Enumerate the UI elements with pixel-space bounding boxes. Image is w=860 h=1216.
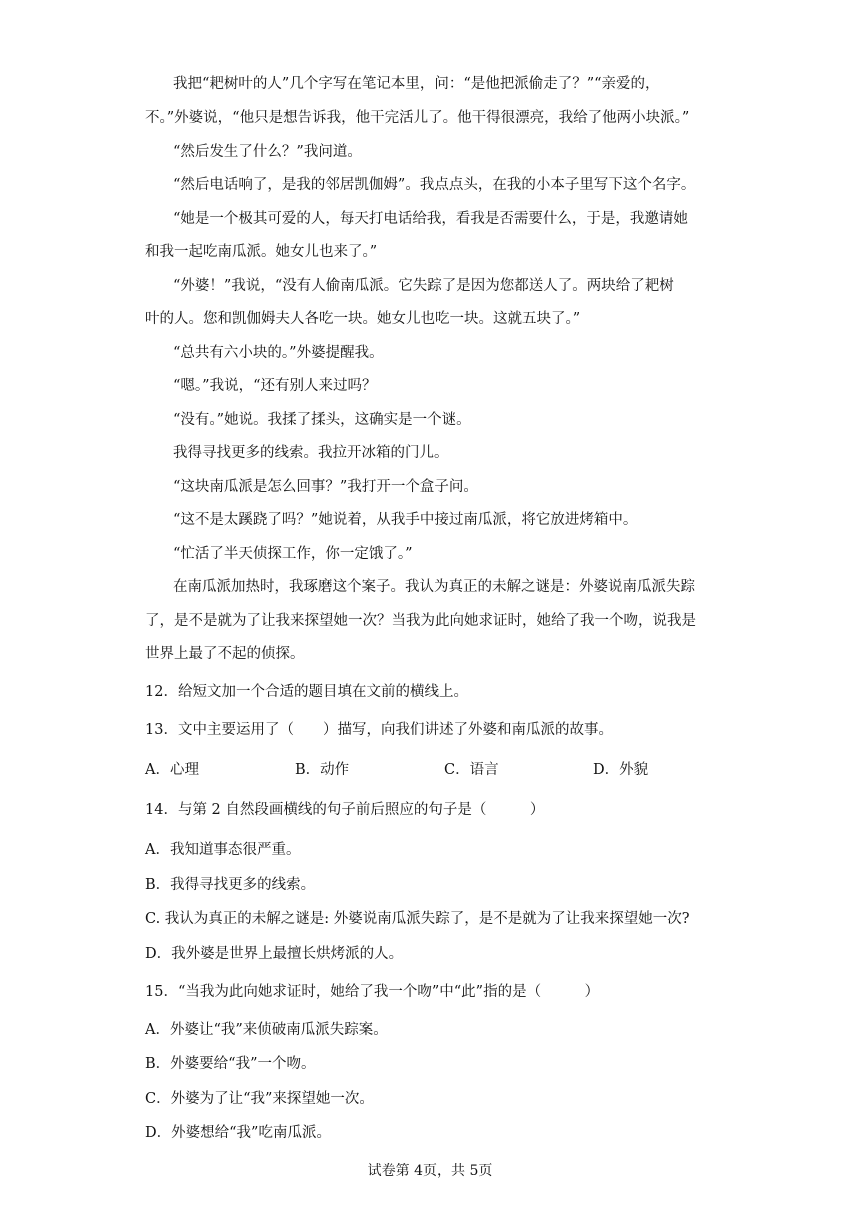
option-c[interactable]: C．语言 <box>444 762 499 778</box>
passage-line: “忙活了半天侦探工作，你一定饿了。” <box>173 546 413 562</box>
page-footer: 试卷第 4页，共 5页 <box>367 1163 493 1179</box>
passage-line: 了，是不是就为了让我来探望她一次？当我为此向她求证时，她给了我一个吻，说我是 <box>145 613 696 629</box>
question-12: 12．给短文加一个合适的题目填在文前的横线上。 <box>145 684 468 700</box>
option-a[interactable]: A．外婆让“我”来侦破南瓜派失踪案。 <box>145 1022 388 1038</box>
option-b[interactable]: B．外婆要给“我”一个吻。 <box>145 1056 316 1072</box>
option-c[interactable]: C．外婆为了让“我”来探望她一次。 <box>145 1091 374 1107</box>
passage-line: “然后发生了什么？”我问道。 <box>173 144 362 160</box>
passage-line: 世界上最了不起的侦探。 <box>145 646 305 662</box>
passage-line: “总共有六小块的。”外婆提醒我。 <box>173 345 384 361</box>
option-a[interactable]: A．心理 <box>145 762 199 778</box>
passage-line: 我把“耙树叶的人”几个字写在笔记本里，问：“是他把派偷走了？”“亲爱的， <box>173 76 660 92</box>
passage-line: “外婆！”我说，“没有人偷南瓜派。它失踪了是因为您都送人了。两块给了耙树 <box>173 278 674 294</box>
question-13: 13．文中主要运用了（ ）描写，向我们讲述了外婆和南瓜派的故事。 <box>145 722 613 738</box>
passage-line: “这不是太蹊跷了吗？”她说着，从我手中接过南瓜派，将它放进烤箱中。 <box>173 512 638 528</box>
passage-line: 叶的人。您和凯伽姆夫人各吃一块。她女儿也吃一块。这就五块了。” <box>145 311 581 327</box>
passage-line: “她是一个极其可爱的人，每天打电话给我，看我是否需要什么，于是，我邀请她 <box>173 211 688 227</box>
option-d[interactable]: D．外婆想给“我”吃南瓜派。 <box>145 1125 331 1141</box>
passage-line: “没有。”她说。我揉了揉头，这确实是一个谜。 <box>173 412 471 428</box>
option-c[interactable]: C. 我认为真正的未解之谜是: 外婆说南瓜派失踪了，是不是就为了让我来探望她一次? <box>145 911 690 927</box>
question-14: 14．与第 2 自然段画横线的句子前后照应的句子是（ ） <box>145 802 545 818</box>
option-a[interactable]: A．我知道事态很严重。 <box>145 842 301 858</box>
passage-line: 和我一起吃南瓜派。她女儿也来了。” <box>145 244 378 260</box>
option-d[interactable]: D．外貌 <box>593 762 649 778</box>
question-15: 15．“当我为此向她求证时，她给了我一个吻”中“此”指的是（ ） <box>145 984 600 1000</box>
passage-line: “然后电话响了，是我的邻居凯伽姆”。我点点头，在我的小本子里写下这个名字。 <box>173 177 696 193</box>
option-b[interactable]: B．我得寻找更多的线索。 <box>145 877 316 893</box>
passage-line: 在南瓜派加热时，我琢磨这个案子。我认为真正的未解之谜是：外婆说南瓜派失踪 <box>173 579 695 595</box>
passage-line: 我得寻找更多的线索。我拉开冰箱的门儿。 <box>173 445 449 461</box>
passage-line: “这块南瓜派是怎么回事？”我打开一个盒子问。 <box>173 479 478 495</box>
option-d[interactable]: D．我外婆是世界上最擅长烘烤派的人。 <box>145 946 404 962</box>
passage-line: 不。”外婆说，“他只是想告诉我，他干完活儿了。他干得很漂亮，我给了他两小块派。” <box>145 110 690 126</box>
passage-line: “嗯。”我说，“还有别人来过吗？ <box>173 378 377 394</box>
option-b[interactable]: B．动作 <box>295 762 350 778</box>
